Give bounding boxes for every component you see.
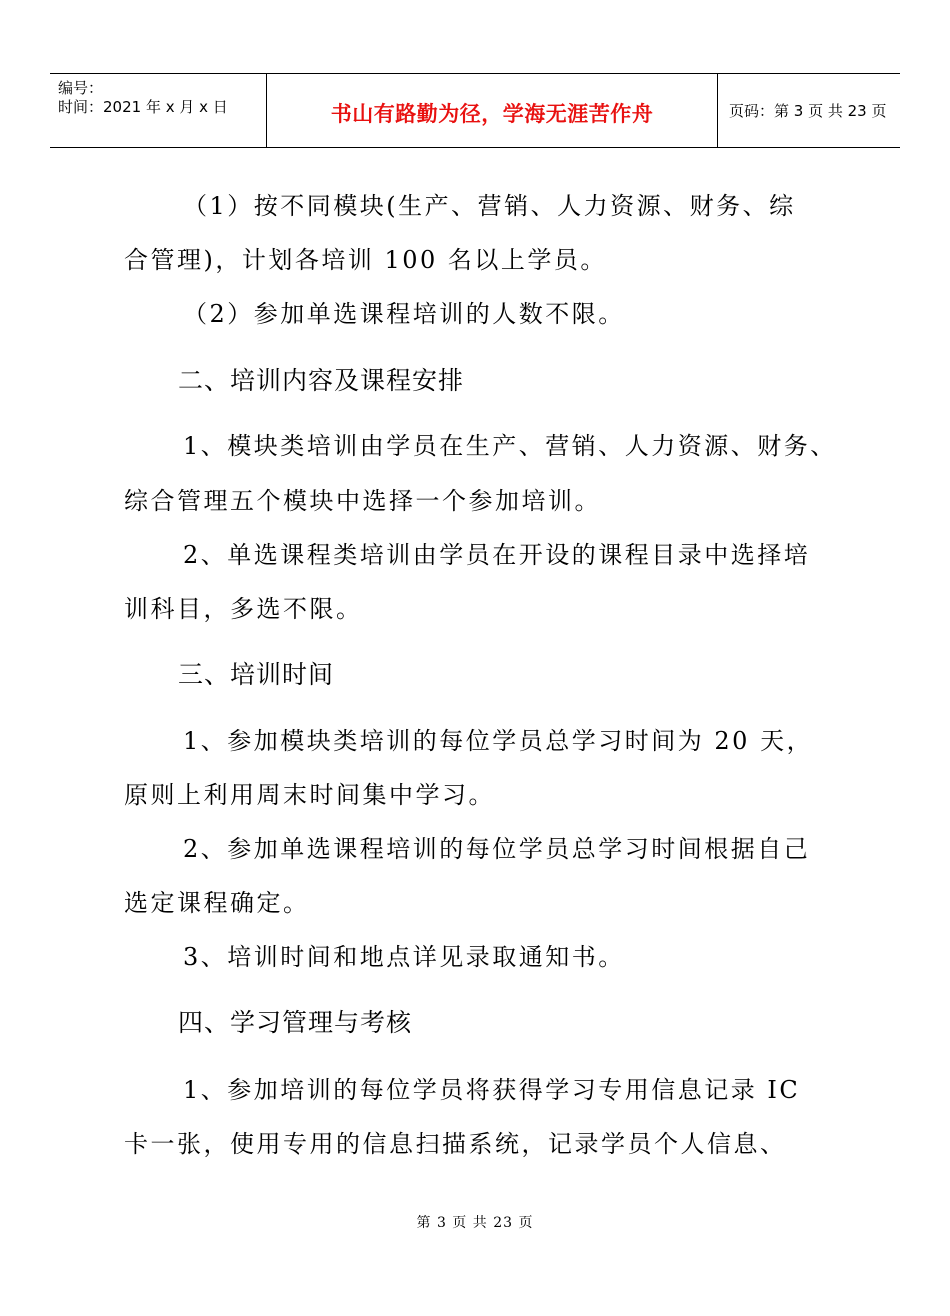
header-page-number: 页码：第 3 页 共 23 页 bbox=[729, 102, 887, 120]
body-paragraph-line: 合管理)，计划各培训 100 名以上学员。 bbox=[124, 246, 607, 274]
body-paragraph-line: 3、培训时间和地点详见录取通知书。 bbox=[183, 943, 625, 971]
header-page-cell bbox=[717, 74, 900, 147]
section-heading: 二、培训内容及课程安排 bbox=[178, 366, 465, 395]
header-motto: 书山有路勤为径，学海无涯苦作舟 bbox=[330, 102, 654, 126]
section-heading: 三、培训时间 bbox=[178, 660, 335, 689]
header-motto-cell bbox=[266, 74, 718, 147]
body-paragraph-line: 卡一张，使用专用的信息扫描系统，记录学员个人信息、 bbox=[124, 1130, 787, 1158]
document-time-label: 时间：2021 年 x 月 x 日 bbox=[58, 98, 228, 116]
body-paragraph-line: 2、单选课程类培训由学员在开设的课程目录中选择培 bbox=[183, 541, 811, 569]
section-heading: 四、学习管理与考核 bbox=[178, 1008, 413, 1037]
body-paragraph-line: （2）参加单选课程培训的人数不限。 bbox=[183, 300, 625, 328]
body-paragraph-line: 1、参加培训的每位学员将获得学习专用信息记录 IC bbox=[183, 1076, 801, 1104]
page-footer: 第 3 页 共 23 页 bbox=[416, 1215, 534, 1231]
body-paragraph-line: 选定课程确定。 bbox=[124, 889, 310, 917]
body-paragraph-line: 1、参加模块类培训的每位学员总学习时间为 20 天， bbox=[183, 727, 814, 755]
page-header bbox=[50, 73, 900, 148]
body-paragraph-line: 原则上利用周末时间集中学习。 bbox=[124, 781, 495, 809]
body-paragraph-line: （1）按不同模块(生产、营销、人力资源、财务、综 bbox=[183, 192, 796, 220]
body-paragraph-line: 1、模块类培训由学员在生产、营销、人力资源、财务、 bbox=[183, 432, 837, 460]
header-meta bbox=[50, 74, 266, 147]
document-number-label: 编号： bbox=[58, 79, 104, 97]
body-paragraph-line: 2、参加单选课程培训的每位学员总学习时间根据自己 bbox=[183, 835, 811, 863]
body-paragraph-line: 训科目，多选不限。 bbox=[124, 595, 363, 623]
body-paragraph-line: 综合管理五个模块中选择一个参加培训。 bbox=[124, 487, 601, 515]
